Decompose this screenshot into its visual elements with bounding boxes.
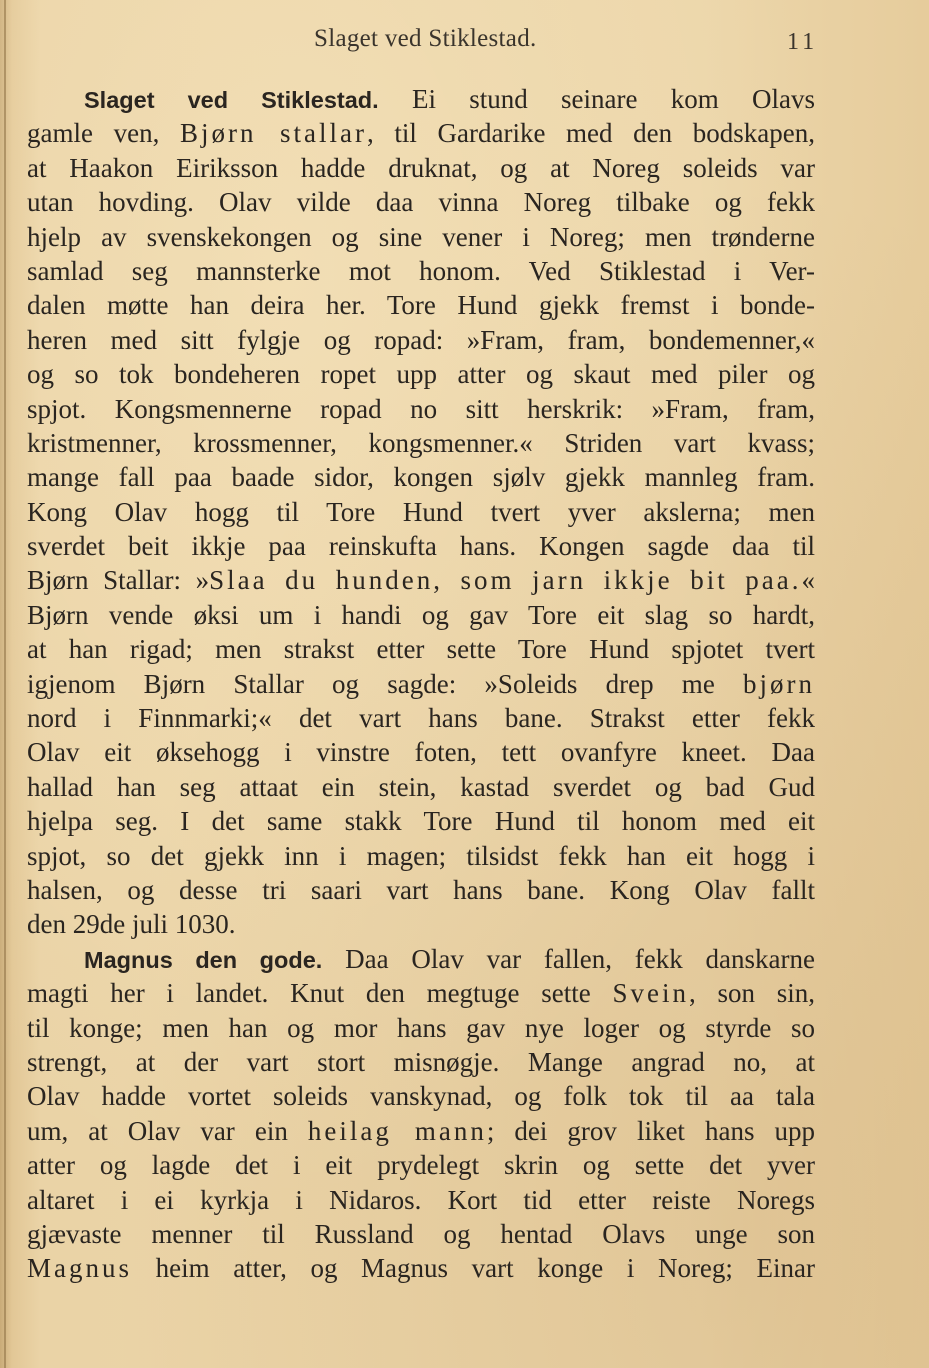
running-title: Slaget ved Stiklestad. [314,25,537,52]
text-line: Olav eit øksehogg i vinstre foten, tett ovanfyre kneet. Daa [27,737,815,768]
spaced-emphasis: Bjørn stallar [179,118,368,149]
text-line: Slaget ved Stiklestad. Ei stund seinare kom Olavs [84,84,815,114]
text-line: at han rigad; men strakst etter sette Tore Hund spjotet tvert [27,634,815,665]
text-line: gjævaste menner til Russland og hentad Olavs unge son [27,1218,815,1249]
spaced-emphasis: bjørn [743,668,815,699]
text-line: Bjørn vende øksi um i handi og gav Tore eit slag so hardt, [27,599,815,630]
text-line: og so tok bondeheren ropet upp atter og skaut med piler og [27,359,815,390]
text-line: magti her i landet. Knut den megtuge sette Svein, son sin, [27,978,815,1009]
text-line: Kong Olav hogg til Tore Hund tvert yver akslerna; men [27,496,815,527]
text-line: altaret i ei kyrkja i Nidaros. Kort tid etter reiste Noregs [27,1184,815,1215]
text-line: strengt, at der vart stort misnøgje. Mange angrad no, at [27,1046,815,1077]
text-line: den 29de juli 1030. [27,909,236,940]
text-line: Magnus den gode. Daa Olav var fallen, fekk danskarne [84,943,815,974]
text-line: sverdet beit ikkje paa reinskufta hans. Kongen sagde daa til [27,531,815,562]
body-text [27,82,815,1286]
text-line: gamle ven, Bjørn stallar, til Gardarike med den bodskapen, [27,118,815,149]
text-line: atter og lagde det i eit prydelegt skrin og sette det yver [27,1150,815,1181]
text-line: Bjørn Stallar: »Slaa du hunden, som jarn ikkje bit paa.« [27,565,815,596]
text-line: um, at Olav var ein heilag mann; dei grov liket hans upp [27,1115,815,1146]
text-line: halsen, og desse tri saari vart hans bane. Kong Olav fallt [27,874,815,905]
text-line: hjelpa seg. I det same stakk Tore Hund til honom med eit [27,806,815,837]
spaced-emphasis: Magnus [27,1253,132,1284]
text-line: hjelp av svenskekongen og sine vener i Noreg; men trønderne [27,221,815,252]
text-line: nord i Finnmarki;« det vart hans bane. Strakst etter fekk [27,703,815,734]
section-heading: Slaget ved Stiklestad. [84,87,379,113]
text-line: spjot. Kongsmennerne ropad no sitt herskrik: »Fram, fram, [27,393,815,424]
text-line: mange fall paa baade sidor, kongen sjølv gjekk mannleg fram. [27,462,815,493]
running-head [0,25,929,59]
text-line: Magnus heim atter, og Magnus vart konge i Noreg; Einar [27,1253,815,1284]
text-line: igjenom Bjørn Stallar og sagde: »Soleids drep me bjørn [27,668,815,699]
text-line: utan hovding. Olav vilde daa vinna Noreg tilbake og fekk [27,187,815,218]
text-line: dalen møtte han deira her. Tore Hund gjekk fremst i bonde- [27,290,815,321]
text-line: Olav hadde vortet soleids vanskynad, og folk tok til aa tala [27,1081,815,1112]
page-edge [4,0,6,1368]
spaced-emphasis: Svein [612,978,689,1009]
text-line: hallad han seg attaat ein stein, kastad sverdet og bad Gud [27,771,815,802]
text-line: heren med sitt fylgje og ropad: »Fram, fram, bondemenner,« [27,324,815,355]
text-line: at Haakon Eiriksson hadde druknat, og at Noreg soleids var [27,152,815,183]
text-line: til konge; men han og mor hans gav nye loger og styrde so [27,1012,815,1043]
text-line: samlad seg mannsterke mot honom. Ved Stiklestad i Ver- [27,255,815,286]
text-line: kristmenner, krossmenner, kongsmenner.« Striden vart kvass; [27,427,815,458]
page-number: 11 [787,29,819,55]
section-heading: Magnus den gode. [84,946,323,973]
text-line: spjot, so det gjekk inn i magen; tilsidst fekk han eit hogg i [27,840,815,871]
spaced-emphasis: Slaa du hunden, som jarn ikkje bit paa. [209,565,802,596]
spaced-emphasis: heilag mann [307,1115,487,1146]
